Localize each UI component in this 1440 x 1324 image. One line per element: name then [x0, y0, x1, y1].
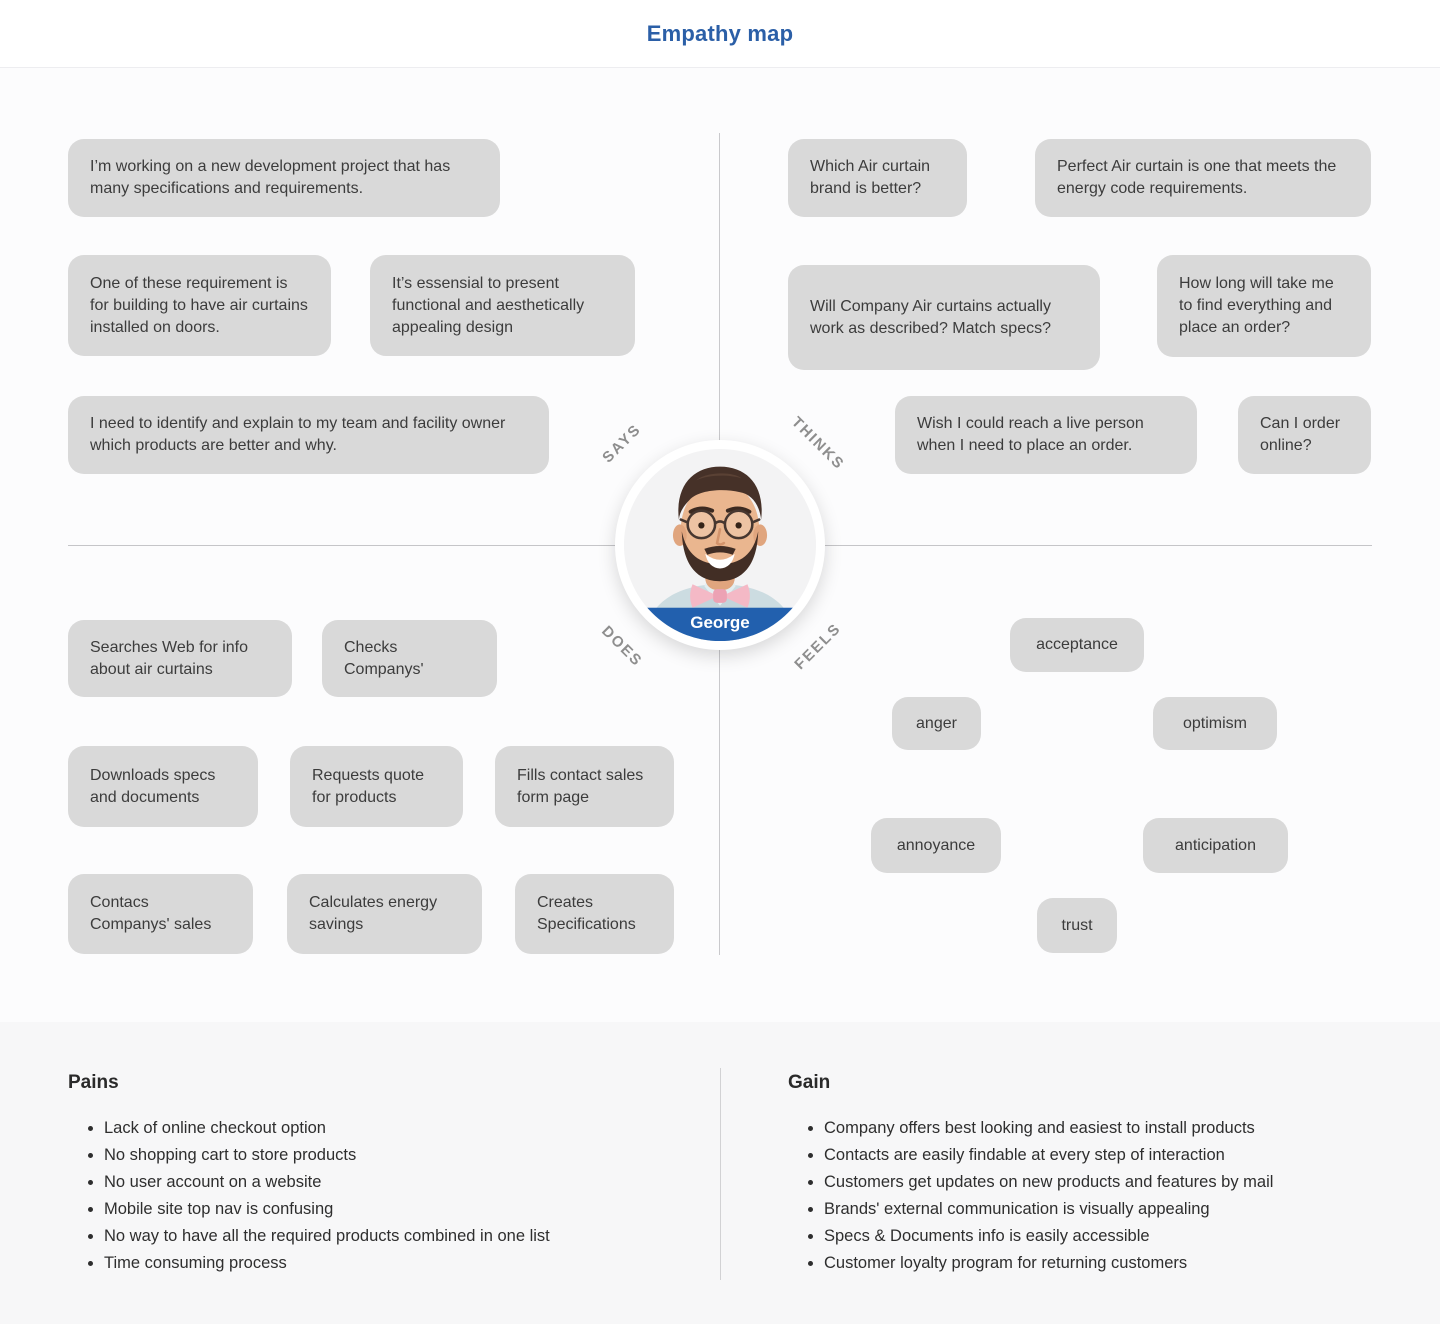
feels-pill: annoyance [871, 818, 1001, 873]
page-title: Empathy map [646, 20, 794, 46]
says-bubble: It’s essensial to present functional and aesthetically appealing design [370, 255, 635, 356]
feels-pill: anticipation [1143, 818, 1288, 873]
pains-heading: Pains [68, 1072, 119, 1093]
does-bubble: Creates Specifications [515, 874, 674, 954]
pains-item: • Lack of online checkout option [104, 1118, 668, 1139]
does-bubble: Checks Companys' [322, 620, 497, 697]
thinks-bubble: Which Air curtain brand is better? [788, 139, 967, 217]
does-bubble: Searches Web for info about air curtains [68, 620, 292, 697]
feels-pill: acceptance [1010, 618, 1144, 672]
persona-avatar [615, 440, 825, 650]
gains-item: • Company offers best looking and easiest to install products [824, 1118, 1388, 1139]
says-bubble: I need to identify and explain to my team and facility owner which products are better and why. [68, 396, 549, 474]
pains-gains-section [0, 1022, 1440, 1324]
thinks-bubble: Will Company Air curtains actually work as described? Match specs? [788, 265, 1100, 370]
thinks-bubble: How long will take me to find everything and place an order? [1157, 255, 1371, 357]
does-bubble: Requests quote for products [290, 746, 463, 827]
pains-column [68, 1072, 668, 1280]
empathy-map-canvas [0, 68, 1440, 1022]
feels-pill: optimism [1153, 697, 1277, 750]
gains-item: • Brands' external communication is visually appealing [824, 1199, 1388, 1220]
quadrant-label-says: SAYS [599, 420, 645, 467]
does-bubble: Contacs Companys' sales [68, 874, 253, 954]
feels-pill: trust [1037, 898, 1117, 953]
pains-item: • Mobile site top nav is confusing [104, 1199, 668, 1220]
says-bubble: I’m working on a new development project that has many specifications and requirements. [68, 139, 500, 217]
gains-column [788, 1072, 1388, 1280]
pains-item: • No shopping cart to store products [104, 1145, 668, 1166]
quadrant-label-thinks: THINKS [788, 413, 848, 474]
persona-name: George [690, 613, 750, 632]
gains-item: • Customer loyalty program for returning customers [824, 1253, 1388, 1274]
pains-item: • Time consuming process [104, 1253, 668, 1274]
does-bubble: Fills contact sales form page [495, 746, 674, 827]
quadrant-label-feels: FEELS [791, 619, 845, 674]
thinks-bubble: Can I order online? [1238, 396, 1371, 474]
title-bar [0, 0, 1440, 68]
pains-item: • No way to have all the required products combined in one list [104, 1226, 668, 1247]
gains-item: • Specs & Documents info is easily accessible [824, 1226, 1388, 1247]
says-bubble: One of these requirement is for building to have air curtains installed on doors. [68, 255, 331, 356]
pains-list [68, 1118, 668, 1274]
pains-gains-divider [720, 1068, 721, 1280]
gains-item: • Contacts are easily findable at every step of interaction [824, 1145, 1388, 1166]
quadrant-label-does: DOES [598, 622, 646, 671]
thinks-bubble: Wish I could reach a live person when I need to place an order. [895, 396, 1197, 474]
gains-item: • Customers get updates on new products and features by mail [824, 1172, 1388, 1193]
pains-item: • No user account on a website [104, 1172, 668, 1193]
feels-pill: anger [892, 697, 981, 750]
does-bubble: Downloads specs and documents [68, 746, 258, 827]
gains-heading: Gain [788, 1072, 831, 1093]
gains-list [788, 1118, 1388, 1274]
thinks-bubble: Perfect Air curtain is one that meets the energy code requirements. [1035, 139, 1371, 217]
does-bubble: Calculates energy savings [287, 874, 482, 954]
